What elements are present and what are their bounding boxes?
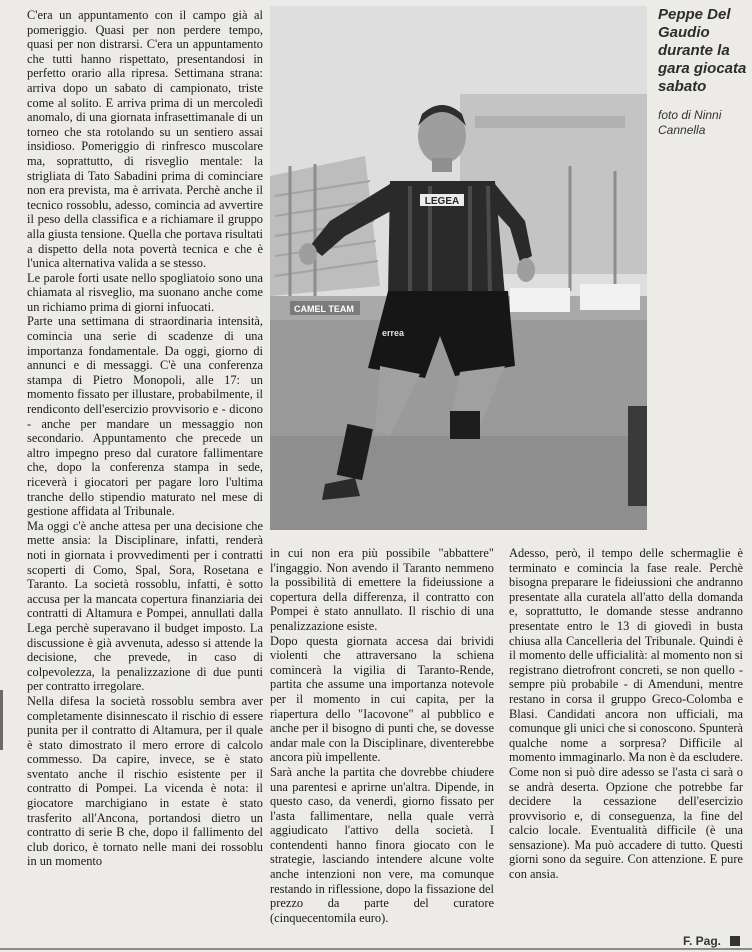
player-photo-illustration	[270, 6, 647, 530]
paragraph: C'era un appuntamento con il campo già al pomeriggio. Quasi per non perdere tempo, quasi per non distrarsi. C'era un appuntamento che tutti hanno rispettato, presentandosi in perfetto orario alla ripresa. Settimana strana: arriva dopo un sabato di campionato, triste come al solito. E arriva prima di un mercoledì anomalo, di una giornata infrasettimanale di un torneo che sta rotolando su un sentiero assai insidioso. Pomeriggio di rinfresco muscolare ma, soprattutto, di risveglio mentale: la strigliata di Tato Sabadini prima di cominciare non era prevista, ma è arrivata. Perchè anche il tecnico rossoblu, adesso, comincia ad avvertire il peso della classifica e a richiamare il gruppo alla giusta tensione. Quella che portava risultati a dispetto della nota povertà tecnica e che è l'unica alternativa valida a se stesso.	[27, 8, 263, 271]
article-column-middle	[270, 546, 494, 925]
end-square-icon	[730, 936, 740, 946]
svg-text:CAMEL TEAM: CAMEL TEAM	[294, 304, 354, 314]
svg-text:LEGEA: LEGEA	[424, 196, 460, 207]
paragraph: Adesso, però, il tempo delle schermaglie è terminato e comincia la fase reale. Perchè bisogna preparare le fideiussioni che andranno presentate alla curatela all'atto della domanda e, soprattutto, le domande stesse andranno presentate entro le 13 di giovedì in busta chiusa alla Cancelleria del Tribunale. Quindi è il momento delle ufficialità: al momento non si registrano dietrofront concreti, se non quello - sempre più probabile - di Amenduni, mentre restano in corsa il gruppo Greco-Colomba e Blasi. Candidati ancora non ufficiali, ma comunque gli unici che si conoscono. Spunterà qualche nome a sorpresa? Difficile al momento immaginarlo. Ma non è da escludere. Come non si può dire adesso se l'asta ci sarà o se andrà deserta. Opzione che potrebbe far decidere la cessazione dell'esercizio provvisorio e, di conseguenza, la fine del calcio locale. Eventualità difficile (è una sensazione). Ma può accadere di tutto. Questi giorni sono da seguire. Con attenzione. E pure con ansia.	[509, 546, 743, 882]
svg-text:errea: errea	[382, 328, 405, 338]
bottom-divider	[0, 948, 752, 950]
paragraph: in cui non era più possibile "abbattere" l'ingaggio. Non avendo il Taranto nemmeno la possibilità di emettere la fideiussione a copertura della differenza, il contratto con Pompei è stato annullato. Il rischio di una penalizzazione esiste.	[270, 546, 494, 633]
paragraph: Nella difesa la società rossoblu sembra aver completamente disinnescato il rischio di essere punita per il contratto di Altamura, per il quale è stato dimostrato il mero errore di calcolo commesso. Da capire, invece, se è stato sventato anche il rischio esistente per il contratto di Pompei. La vicenda è nota: il giocatore marchigiano in estate è stato trasferito all'Ancona, portandosi dietro un contratto di serie B che, dopo il fallimento del club dorico, è tornato nelle mani dei rossoblu in un momento	[27, 693, 263, 869]
article-column-right	[509, 546, 743, 882]
paragraph: Parte una settimana di straordinaria intensità, comincia una serie di scadenze di una importanza fondamentale. Da oggi, giorno di annunci e di messaggi. C'è una conferenza stampa di Pietro Monopoli, alle 17: un momento fissato per illustare, probabilmente, il rendiconto dell'esercizio provvisorio e - dicono - anche per mandare un messaggio non secondario. Appuntamento che precede un altro impegno preso dal curatore fallimentare che, dopo la conferenza stampa in sede, riceverà i giocatori per pagare loro l'ultima tranche dello stipendio maturato nel mese di gestione affidata al Tribunale.	[27, 314, 263, 519]
paragraph: Dopo questa giornata accesa dai brividi violenti che attraversano la schiena comincerà la vigilia di Taranto-Rende, partita che assume una importanza notevole per il momento in cui capita, per la riapertura dello "Iacovone" al pubblico e anche per il bisogno di punti che, se dovesse andar male con la Disciplinare, diventerebbe ancora più impellente.	[270, 633, 494, 765]
article-column-left	[27, 8, 263, 869]
paragraph: Sarà anche la partita che dovrebbe chiudere una parentesi e aprirne un'altra. Dipende, in questo caso, da venerdì, giorno fissato per l'asta fallimentare, nella quale verrà aggiudicato l'attivo della società. I contendenti hanno finora giocato con le strategie, lasciando intendere alcune volte anche intenzioni non vere, ma comunque restando in riflessione, dopo la fissazione del prezzo da parte del curatore (cinquecentomila euro).	[270, 764, 494, 925]
margin-mark	[0, 690, 3, 750]
player-photo	[270, 6, 647, 530]
caption-title: Peppe Del Gaudio durante la gara giocata sabato	[658, 6, 747, 95]
caption-credit: foto di Ninni Cannella	[658, 108, 722, 137]
paragraph: Ma oggi c'è anche attesa per una decisione che mette ansia: la Disciplinare, infatti, renderà noti in giornata i provvedimenti per i contratti scoperti di Como, Spal, Sora, Rosetana e Taranto. La società rossoblu, infatti, è sotto accusa per la mancata copertura finanziaria dei contratti di Altamura e Pompei, annullati dalla Lega perchè superavano il budget imposto. La discussione è già avvenuta, adesso si attende la decisione, che prevede, in caso di colpevolezza, la penalizzazione di due punti per contratto irregolare.	[27, 518, 263, 694]
paragraph: Le parole forti usate nello spogliatoio sono una chiamata al risveglio, ma suonano anche come un richiamo prima di giorni infuocati.	[27, 270, 263, 314]
photo-caption	[658, 6, 748, 138]
author-signature: F. Pag.	[683, 934, 722, 948]
